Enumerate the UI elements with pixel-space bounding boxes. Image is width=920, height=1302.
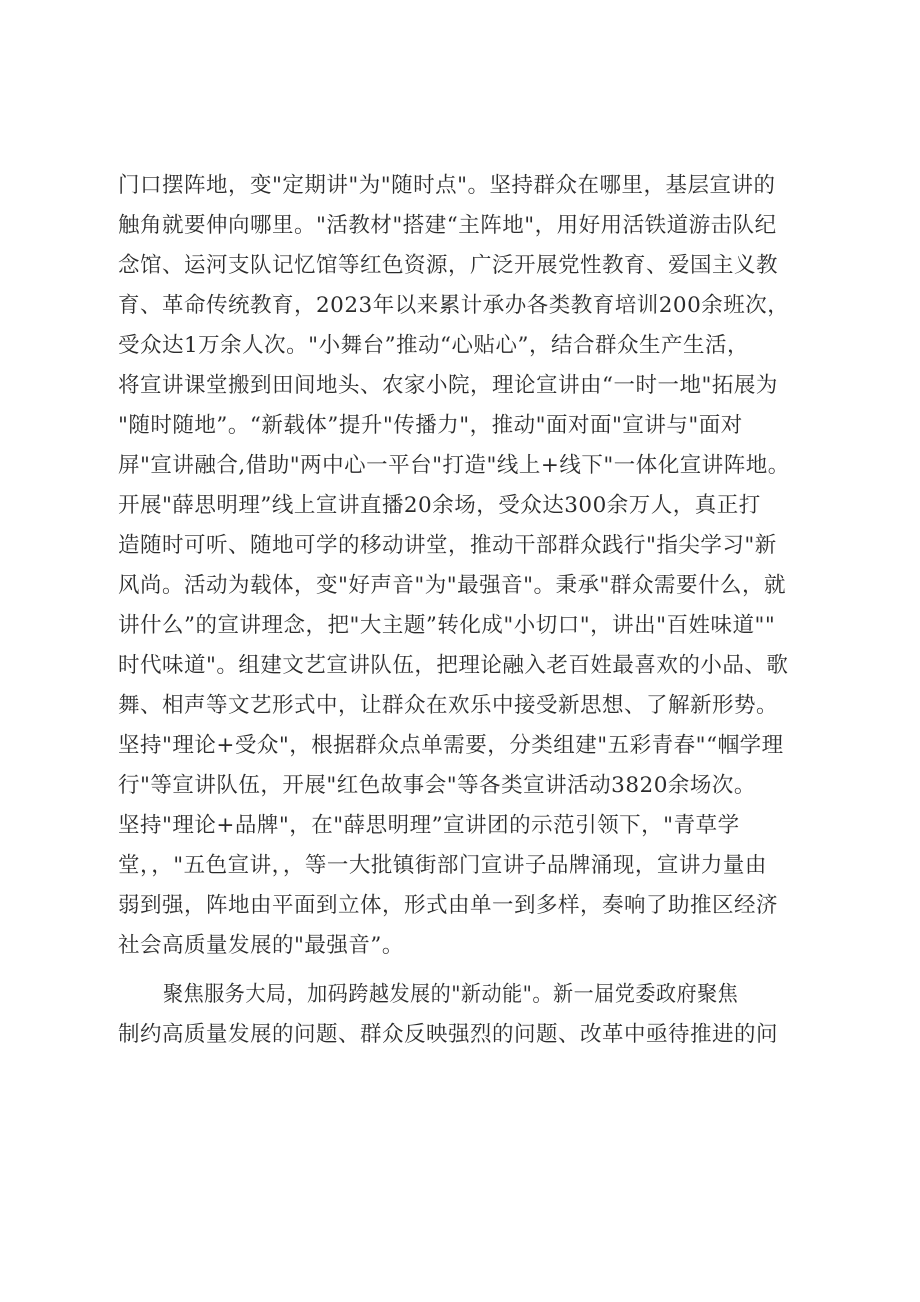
text-line: 将宣讲课堂搬到田间地头、农家小院，理论宣讲由“一时一地"拓展为 bbox=[118, 373, 778, 398]
text-line: 触角就要伸向哪里。"活教材"搭建“主阵地"，用好用活铁道游击队纪 bbox=[118, 213, 777, 238]
text-line: 行"等宣讲队伍，开展"红色故事会"等各类宣讲活动3820余场次。 bbox=[118, 773, 756, 798]
text-line: 念馆、运河支队记忆馆等红色资源，广泛开展党性教育、爱国主义教 bbox=[118, 253, 779, 278]
text-line: 开展"薛思明理”线上宣讲直播20余场，受众达300余万人，真正打 bbox=[118, 493, 761, 518]
text-line: 讲什么”的宣讲理念，把"大主题”转化成"小切口"，讲出"百姓味道"" bbox=[118, 613, 776, 638]
text-line: 弱到强，阵地由平面到立体，形式由单一到多样，奏响了助推区经济 bbox=[118, 893, 779, 918]
text-line: "随时随地”。“新载体”提升"传播力"，推动"面对面"宣讲与"面对 bbox=[118, 413, 743, 438]
text-line: 风尚。活动为载体，变"好声音"为"最强音"。秉承"群众需要什么，就 bbox=[118, 573, 786, 598]
text-line: 屏"宣讲融合,借助"两中心一平台"打造"线上+线下"一体化宣讲阵地。 bbox=[118, 453, 790, 478]
text-line: 堂，，"五色宣讲，，等一大批镇街部门宣讲子品牌涌现，宣讲力量由 bbox=[118, 853, 767, 878]
text-line: 造随时可听、随地可学的移动讲堂，推动干部群众践行"指尖学习"新 bbox=[118, 533, 777, 558]
text-line: 社会高质量发展的"最强音”。 bbox=[118, 933, 404, 958]
text-line: 育、革命传统教育，2023年以来累计承办各类教育培训200余班次， bbox=[118, 293, 790, 318]
text-line: 坚持"理论+受众"，根据群众点单需要，分类组建"五彩青春"“帼学理 bbox=[118, 733, 784, 758]
text-line: 时代味道"。组建文艺宣讲队伍，把理论融入老百姓最喜欢的小品、歌 bbox=[118, 653, 789, 678]
text-line: 门口摆阵地，变"定期讲"为"随时点"。坚持群众在哪里，基层宣讲的 bbox=[118, 173, 776, 198]
text-line-paragraph-start: 聚焦服务大局，加码跨越发展的"新动能"。新一届党委政府聚焦 bbox=[163, 982, 739, 1007]
text-line: 坚持"理论+品牌"，在"薛思明理”宣讲团的示范引领下，"青草学 bbox=[118, 813, 740, 838]
text-line: 舞、相声等文艺形式中，让群众在欢乐中接受新思想、了解新形势。 bbox=[118, 693, 779, 718]
text-line: 受众达1万余人次。"小舞台”推动“心贴心”，结合群众生产生活， bbox=[118, 333, 750, 358]
text-line: 制约高质量发展的问题、群众反映强烈的问题、改革中亟待推进的问 bbox=[118, 1022, 779, 1047]
